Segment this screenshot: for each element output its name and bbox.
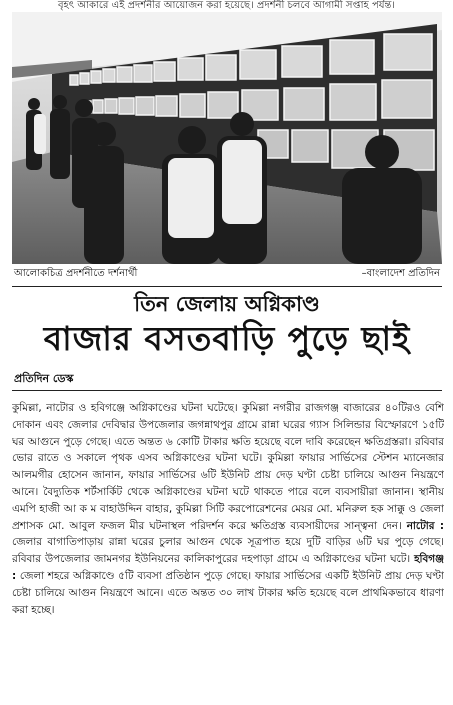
photo-caption: আলোকচিত্র প্রদর্শনীতে দর্শনার্থী	[14, 268, 138, 279]
habiganj-label: হবিগঞ্জ :	[12, 553, 444, 582]
photo-caption-row	[12, 266, 442, 282]
natore-label: নাটোর :	[406, 519, 444, 532]
divider-top	[12, 286, 442, 287]
article-headline: বাজার বসতবাড়ি পুড়ে ছাই	[43, 319, 411, 358]
article-byline: প্রতিদিন ডেস্ক	[14, 372, 74, 385]
article-body	[12, 400, 444, 700]
exhibition-photo	[12, 12, 442, 264]
photo-credit: –বাংলাদেশ প্রতিদিন	[361, 268, 440, 279]
photo-illustration	[12, 12, 442, 264]
previous-article-text-strip: বৃহৎ আকারে এই প্রদর্শনীর আয়োজন করা হয়েছে। প্রদর্শনী চলবে আগামী সপ্তাহ পর্যন্ত।	[57, 0, 395, 11]
article-kicker: তিন জেলায় অগ্নিকাণ্ড	[134, 292, 320, 316]
body-segment-1: কুমিল্লা, নাটোর ও হবিগঞ্জে অগ্নিকাণ্ডের ঘটনা ঘটেছে। কুমিল্লা নগরীর রাজগঞ্জ বাজারের ৪০টিরও বেশি দোকান এবং জেলার দেবিদ্বার উপজেলার জগন্নাথপুর গ্রামে রান্না ঘরের গ্যাস সিলিন্ডার বিস্ফোরণে ১৫টি ঘর আগুনে পুড়ে গেছে। এতে অন্তত ৬ কোটি টাকার ক্ষতি হয়েছে বলে দাবি করেছেন ক্ষতিগ্রস্তরা। রবিবার ভোর রাতে ও সকালে পৃথক এসব অগ্নিকাণ্ডের ঘটনা ঘটে। কুমিল্লা ফায়ার সার্ভিসের স্টেশন ম্যানেজার আলমগীর হোসেন জানান, ফায়ার সার্ভিসের ৬টি ইউনিট প্রায় দেড় ঘণ্টা চেষ্টা চালিয়ে আগুন নিয়ন্ত্রণে আনে। বৈদ্যুতিক শর্টসার্কিট থেকে অগ্নিকাণ্ডের ঘটনা ঘটে থাকতে পারে বলে ব্যবসায়ীরা জানান। স্থানীয় এমপি হাজী আ ক ম বাহাউদ্দিন বাহার, কুমিল্লা সিটি করপোরেশনের মেয়র মো. মনিরুল হক সাক্কু ও জেলা প্রশাসক মো. আবুল ফজল মীর ঘটনাস্থল পরিদর্শন করে ক্ষতিগ্রস্ত ব্যবসায়ীদের সান্ত্বনা দেন।	[12, 402, 444, 532]
divider-bottom	[12, 390, 442, 391]
body-segment-2: জেলার বাগাতিপাড়ায় রান্না ঘরের চুলার আগুন থেকে সূত্রপাত হয়ে দুটি বাড়ির ৬টি ঘর পুড়ে গেছে। রবিবার উপজেলার জামনগর ইউনিয়নের কালিকাপুরের দহপাড়া গ্রামে এ অগ্নিকাণ্ডের ঘটনা ঘটে।	[12, 536, 444, 566]
article-paragraph	[12, 400, 444, 618]
body-segment-3: জেলা শহরে অগ্নিকাণ্ডে ৫টি ব্যবসা প্রতিষ্ঠান পুড়ে গেছে। ফায়ার সার্ভিসের একটি ইউনিট প্রায় দেড় ঘণ্টা চেষ্টা চালিয়ে আগুন নিয়ন্ত্রণে আনে। এতে অন্তত ৩০ লাখ টাকার ক্ষতি হয়েছে বলে প্রাথমিকভাবে ধারণা করা হচ্ছে।	[12, 569, 444, 616]
